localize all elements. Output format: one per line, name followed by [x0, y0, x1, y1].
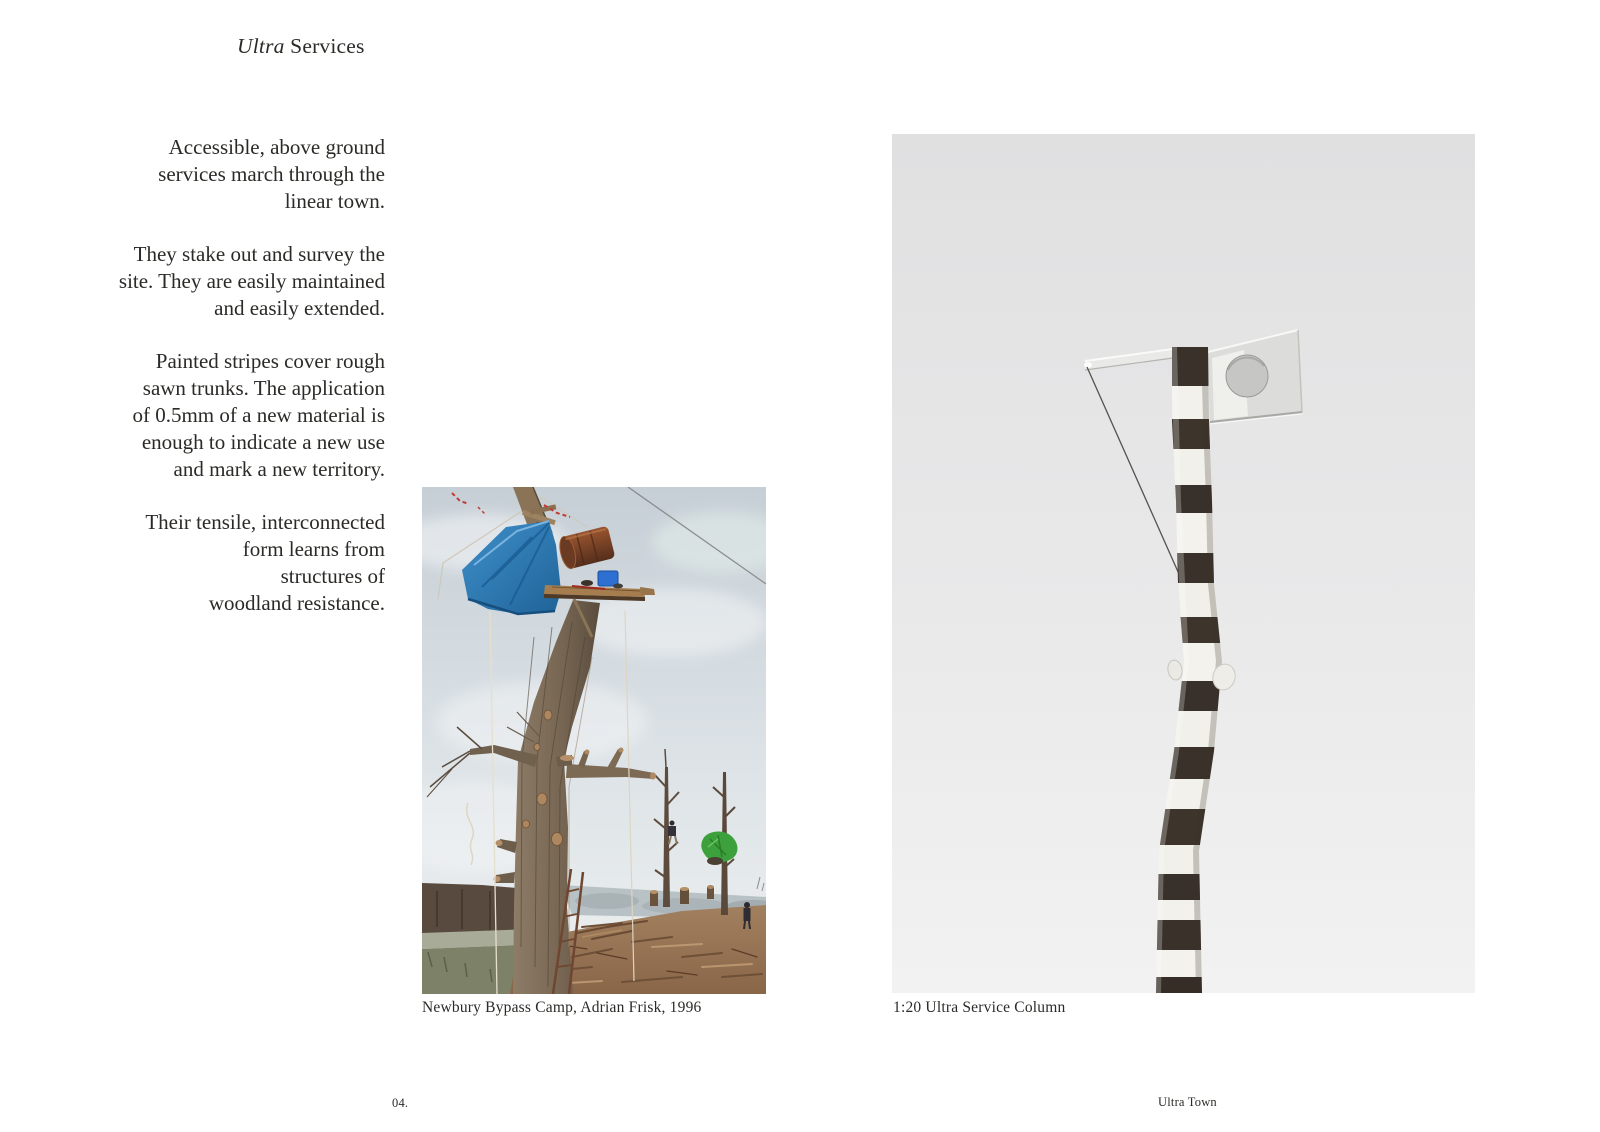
title-regular-word: Services: [284, 34, 365, 58]
text-line: form learns from: [242, 537, 385, 561]
caption-service-column: 1:20 Ultra Service Column: [893, 999, 1066, 1016]
text-line: structures of: [280, 564, 385, 588]
paragraph: [45, 509, 385, 617]
text-line: Accessible, above ground: [168, 135, 385, 159]
paragraph: [45, 241, 385, 322]
newbury-bypass-photo: [422, 487, 766, 994]
text-line: sawn trunks. The application: [142, 376, 385, 400]
text-line: Painted stripes cover rough: [155, 349, 385, 373]
footer-page-number: 04.: [392, 1096, 409, 1110]
intro-text-block: [45, 134, 385, 643]
text-line: services march through the: [158, 162, 385, 186]
text-line: and mark a new territory.: [173, 457, 385, 481]
caption-newbury: Newbury Bypass Camp, Adrian Frisk, 1996: [422, 999, 702, 1016]
text-line: of 0.5mm of a new material is: [132, 403, 385, 427]
page-title: [237, 34, 365, 59]
text-line: linear town.: [284, 189, 385, 213]
paragraph: [45, 134, 385, 215]
service-column-photo: [892, 134, 1475, 993]
title-italic-word: Ultra: [237, 34, 285, 58]
text-line: Their tensile, interconnected: [145, 510, 385, 534]
footer-book-title: Ultra Town: [1158, 1095, 1217, 1109]
text-line: site. They are easily maintained: [118, 269, 385, 293]
text-line: They stake out and survey the: [133, 242, 385, 266]
text-line: woodland resistance.: [208, 591, 385, 615]
blue-container: [598, 571, 618, 586]
text-line: and easily extended.: [214, 296, 385, 320]
text-line: enough to indicate a new use: [141, 430, 385, 454]
circular-hole: [1226, 355, 1268, 397]
paragraph: [45, 348, 385, 483]
